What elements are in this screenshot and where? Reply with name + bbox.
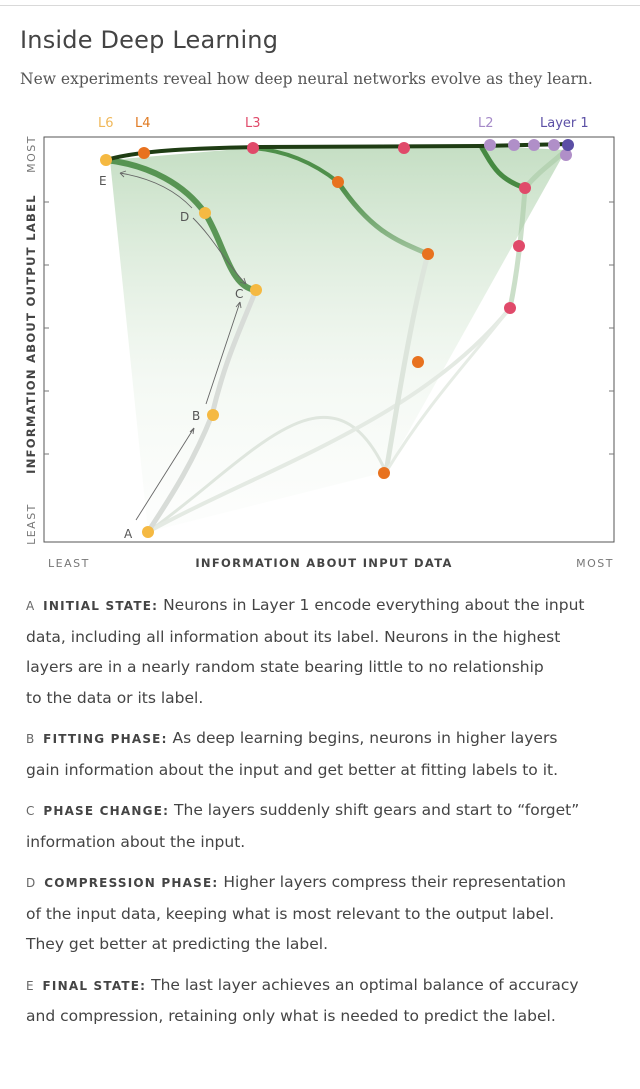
dot-l4-1 [378,467,390,479]
legend-line: data, including all information about its label. Neurons in the highest [26,627,561,646]
page-title: Inside Deep Learning [20,26,279,54]
x-axis-max-label: MOST [576,557,614,570]
top-divider [0,5,640,6]
x-axis-min-label: LEAST [48,557,90,570]
information-plane-diagram [0,100,640,580]
dot-l6-b [207,409,219,421]
dot-l3-1 [504,302,516,314]
legend-line: The last layer achieves an optimal balance of accuracy [151,975,579,994]
legend-item-compression-phase [26,867,626,960]
x-axis-title: INFORMATION ABOUT INPUT DATA [195,556,453,570]
dot-l6-e [100,154,112,166]
legend-item-final-state [26,970,626,1032]
dot-l4-4 [332,176,344,188]
legend-heading: INITIAL STATE: [43,599,159,613]
layer-label-l2: L2 [478,116,494,131]
dot-l4-3 [422,248,434,260]
dot-l1 [562,139,574,151]
point-label-c: C [235,287,244,301]
legend-line: Neurons in Layer 1 encode everything about the input [163,596,585,614]
page-subtitle: New experiments reveal how deep neural networks evolve as they learn. [20,70,593,88]
legend-key: A [26,599,35,613]
legend-line: gain information about the input and get better at fitting labels to it. [26,760,559,779]
dot-l4-5 [138,147,150,159]
legend-line: Higher layers compress their representation [223,873,566,891]
layer-label-l6: L6 [98,116,114,131]
legend-key: B [26,732,35,746]
layer-label-layer1: Layer 1 [540,116,589,131]
dot-l3-3 [519,182,531,194]
dot-l3-5 [247,142,259,154]
dot-l3-4 [398,142,410,154]
legend-heading: FITTING PHASE: [43,732,168,746]
legend-item-phase-change [26,795,626,857]
layer-label-l3: L3 [245,116,261,131]
y-axis-max-label: MOST [25,135,38,173]
dot-l2-1 [560,149,572,161]
legend-line: The layers suddenly shift gears and start to “forget” [174,801,580,819]
y-axis-title: INFORMATION ABOUT OUTPUT LABEL [24,194,38,474]
dot-l6-c [250,284,262,296]
legend-line: to the data or its label. [26,688,204,707]
legend-heading: COMPRESSION PHASE: [44,876,219,890]
legend-line: They get better at predicting the label. [26,935,329,953]
legend-key: D [26,876,36,890]
dot-l6-a [142,526,154,538]
legend-heading: PHASE CHANGE: [43,804,170,818]
point-label-d: D [180,210,190,224]
point-label-b: B [192,409,201,423]
legend-line: As deep learning begins, neurons in higher layers [172,729,558,747]
dot-l4-2 [412,356,424,368]
point-label-a: A [124,527,133,541]
legend-line: of the input data, keeping what is most relevant to the output label. [26,904,555,923]
dot-l2-3 [528,139,540,151]
dot-l2-4 [508,139,520,151]
dot-l2-5 [484,139,496,151]
legend-line: layers are in a nearly random state bearing little to no relationship [26,658,544,676]
dot-l2-2 [548,139,560,151]
point-label-e: E [99,174,107,188]
legend-item-fitting-phase [26,723,626,785]
legend-item-initial-state [26,590,626,713]
dot-l3-2 [513,240,525,252]
legend-heading: FINAL STATE: [42,978,147,993]
layer-label-l4: L4 [135,116,151,131]
legend-line: and compression, retaining only what is needed to predict the label. [26,1007,556,1025]
phase-legend [26,590,626,1042]
trajectory-fan [110,146,566,532]
y-axis-min-label: LEAST [25,503,38,545]
dot-l6-d [199,207,211,219]
legend-key: E [26,978,34,993]
legend-line: information about the input. [26,832,246,851]
legend-key: C [26,804,35,818]
